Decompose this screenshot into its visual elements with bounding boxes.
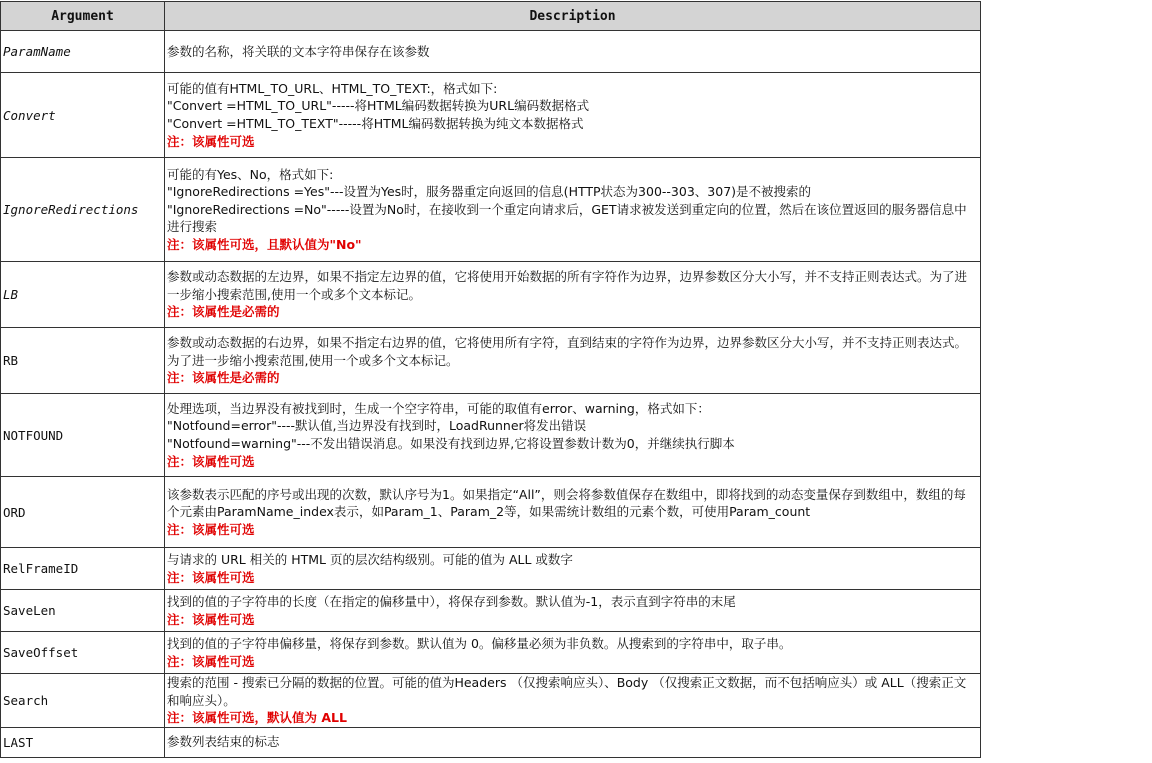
description-line: "Notfound=error"----默认值,当边界没有找到时，LoadRunner将发出错误 — [167, 418, 587, 434]
description-cell — [165, 73, 981, 158]
table-row — [1, 328, 981, 394]
description-cell — [165, 394, 981, 477]
description-cell — [165, 674, 981, 728]
note-text: 注：该属性可选，且默认值为"No" — [167, 236, 362, 252]
note-text: 注：该属性可选 — [167, 453, 255, 469]
description-column-header: Description — [165, 2, 981, 31]
parameters-table — [0, 1, 981, 758]
description-line: 搜索的范围 - 搜索已分隔的数据的位置。可能的值为Headers （仅搜索响应头）、Body （仅搜索正文数据，而不包括响应头）或 ALL（搜索正文和响应头）。 — [167, 675, 967, 708]
table-header-row — [1, 2, 981, 31]
description-cell — [165, 31, 981, 73]
description-cell — [165, 727, 981, 757]
table-row — [1, 73, 981, 158]
description-line: 可能的值有HTML_TO_URL、HTML_TO_TEXT:，格式如下: — [167, 80, 498, 96]
description-line: "Notfound=warning"---不发出错误消息。如果没有找到边界,它将设置参数计数为0，并继续执行脚本 — [167, 436, 735, 451]
description-line: 参数或动态数据的右边界，如果不指定右边界的值，它将使用所有字符，直到结束的字符作为边界，边界参数区分大小写，并不支持正则表达式。为了进一步缩小搜索范围,使用一个或多个文本标记。 — [167, 335, 968, 368]
description-cell — [165, 158, 981, 262]
argument-cell: RelFrameID — [1, 548, 165, 590]
argument-cell: ParamName — [1, 31, 165, 73]
description-line: 可能的有Yes、No，格式如下: — [167, 166, 334, 182]
description-line: 找到的值的子字符串偏移量，将保存到参数。默认值为 0。偏移量必须为非负数。从搜索到的字符串中，取子串。 — [167, 635, 792, 651]
argument-cell: NOTFOUND — [1, 394, 165, 477]
argument-column-header: Argument — [1, 2, 165, 31]
argument-cell: LAST — [1, 727, 165, 757]
description-cell — [165, 548, 981, 590]
argument-cell: IgnoreRedirections — [1, 158, 165, 262]
argument-cell: RB — [1, 328, 165, 394]
table-row — [1, 31, 981, 73]
argument-cell: ORD — [1, 477, 165, 548]
argument-cell: SaveOffset — [1, 632, 165, 674]
table-row — [1, 674, 981, 728]
note-text: 注：该属性是必需的 — [167, 370, 280, 386]
note-text: 注：该属性可选 — [167, 569, 255, 585]
note-text: 注：该属性可选 — [167, 653, 255, 669]
description-cell — [165, 632, 981, 674]
table-row — [1, 477, 981, 548]
table-row — [1, 158, 981, 262]
table-row — [1, 727, 981, 757]
description-line: 与请求的 URL 相关的 HTML 页的层次结构级别。可能的值为 ALL 或数字 — [167, 551, 573, 567]
description-cell — [165, 328, 981, 394]
description-line: 处理选项，当边界没有被找到时，生成一个空字符串，可能的取值有error、warning，格式如下： — [167, 400, 710, 416]
argument-cell: Search — [1, 674, 165, 728]
description-line: 参数列表结束的标志 — [167, 734, 280, 750]
argument-cell: SaveLen — [1, 590, 165, 632]
description-line: "IgnoreRedirections =Yes"---设置为Yes时，服务器重定向返回的信息(HTTP状态为300--303、307)是不被搜索的 — [167, 184, 812, 200]
table-row — [1, 262, 981, 328]
note-text: 注：该属性可选 — [167, 611, 255, 627]
description-line: "Convert =HTML_TO_TEXT"-----将HTML编码数据转换为纯文本数据格式 — [167, 116, 584, 131]
description-line: "Convert =HTML_TO_URL"-----将HTML编码数据转换为URL编码数据格式 — [167, 98, 590, 114]
note-text: 注：该属性可选，默认值为 ALL — [167, 710, 347, 726]
table-row — [1, 394, 981, 477]
argument-cell: LB — [1, 262, 165, 328]
table-row — [1, 632, 981, 674]
note-text: 注：该属性可选 — [167, 521, 255, 537]
table-row — [1, 590, 981, 632]
description-line: 参数的名称，将关联的文本字符串保存在该参数 — [167, 43, 430, 59]
description-line: 该参数表示匹配的序号或出现的次数，默认序号为1。如果指定“All”，则会将参数值保存在数组中，即将找到的动态变量保存到数组中，数组的每个元素由ParamName_index表示，如Param_1、Param_2等，如果需统计数组的元素个数，可使用Param_count — [167, 486, 966, 520]
description-cell — [165, 262, 981, 328]
table-row — [1, 548, 981, 590]
argument-cell: Convert — [1, 73, 165, 158]
note-text: 注：该属性可选 — [167, 133, 255, 149]
description-line: "IgnoreRedirections =No"-----设置为No时，在接收到一个重定向请求后，GET请求被发送到重定向的位置，然后在该位置返回的服务器信息中进行搜索 — [167, 201, 967, 235]
description-cell — [165, 590, 981, 632]
note-text: 注：该属性是必需的 — [167, 304, 280, 320]
description-line: 参数或动态数据的左边界，如果不指定左边界的值，它将使用开始数据的所有字符作为边界，边界参数区分大小写，并不支持正则表达式。为了进一步缩小搜索范围,使用一个或多个文本标记。 — [167, 269, 968, 302]
description-line: 找到的值的子字符串的长度（在指定的偏移量中），将保存到参数。默认值为-1，表示直到字符串的末尾 — [167, 593, 736, 609]
description-cell — [165, 477, 981, 548]
